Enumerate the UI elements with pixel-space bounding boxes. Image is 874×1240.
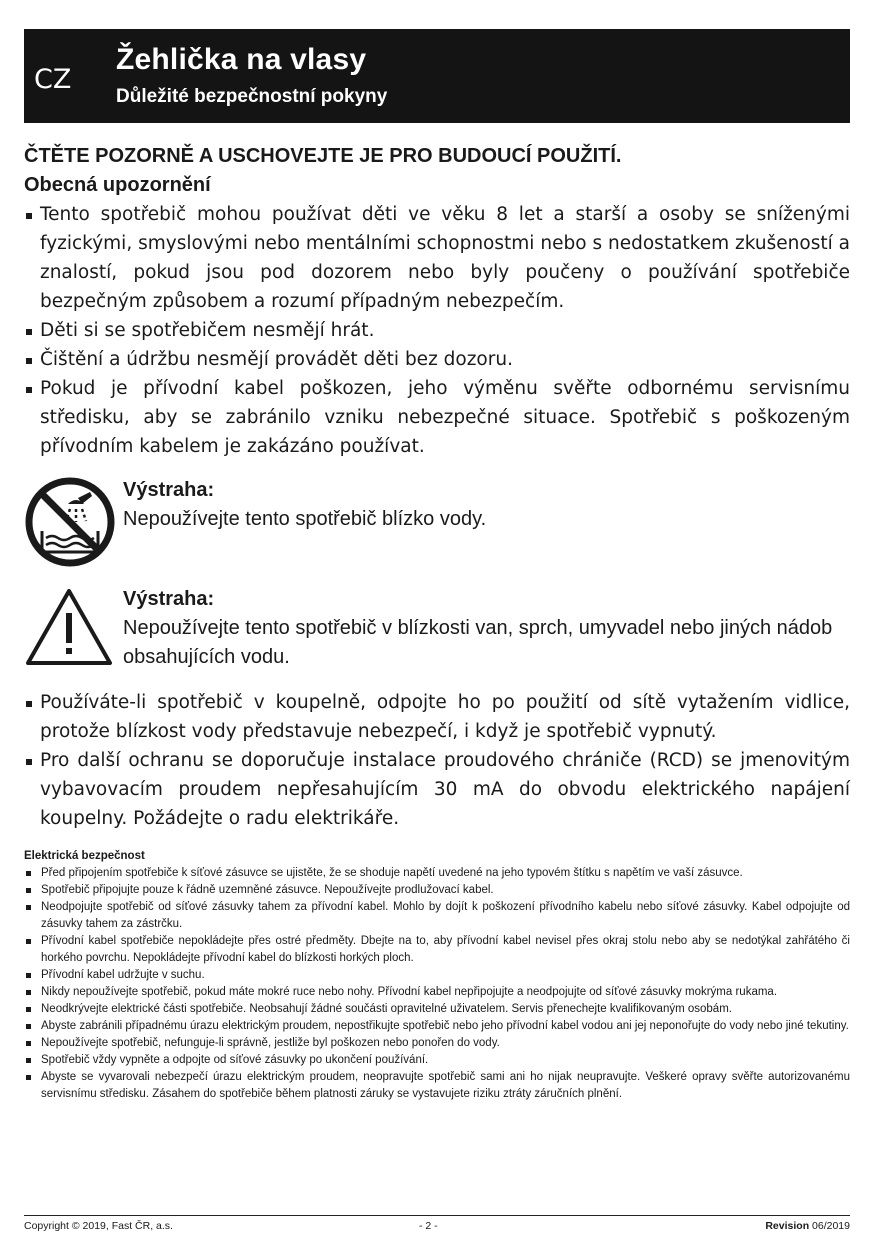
revision-label: Revision bbox=[765, 1220, 810, 1232]
general-section bbox=[24, 142, 850, 461]
list-item: Používáte-li spotřebič v koupelně, odpojte ho po použití od sítě vytažením vidlice, protože blízkost vody představuje nebezpečí, i když je spotřebič vypnutý. bbox=[24, 688, 850, 746]
list-item: Tento spotřebič mohou používat děti ve věku 8 let a starší a osoby se sníženými fyzickými, smyslovými nebo mentálními schopnostmi nebo s nedostatkem zkušeností a znalostí, pokud jsou pod dozorem nebo byly poučeny o používání spotřebiče bezpečným způsobem a rozumí případným nebezpečím. bbox=[24, 200, 850, 316]
bathroom-list bbox=[24, 688, 850, 833]
warning-title: Výstraha: bbox=[123, 588, 215, 610]
read-carefully-notice: ČTĚTE POZORNĚ A USCHOVEJTE JE PRO BUDOUCÍ POUŽITÍ. bbox=[24, 145, 622, 167]
list-item: Pro další ochranu se doporučuje instalace proudového chrániče (RCD) se jmenovitým vybavovacím proudem nepřesahujícím 30 mA do obvodu elektrického napájení koupelny. Požádejte o radu elektrikáře. bbox=[24, 746, 850, 833]
revision-value: 06/2019 bbox=[812, 1220, 850, 1232]
bathroom-warning bbox=[24, 585, 850, 675]
list-item: Přívodní kabel spotřebiče nepokládejte přes ostré předměty. Dbejte na to, aby přívodní kabel nevisel přes okraj stolu nebo aby se nedotýkal zahřátého či horkého povrchu. Nepokládejte přívodní kabel do blízkosti horkých ploch. bbox=[24, 933, 850, 967]
page-subtitle: Důležité bezpečnostní pokyny bbox=[116, 86, 388, 107]
list-item: Děti si se spotřebičem nesmějí hrát. bbox=[24, 316, 850, 345]
list-item: Přívodní kabel udržujte v suchu. bbox=[24, 967, 850, 984]
list-item: Spotřebič vždy vypněte a odpojte od síťové zásuvky po ukončení používání. bbox=[24, 1052, 850, 1069]
list-item: Pokud je přívodní kabel poškozen, jeho výměnu svěřte odbornému servisnímu středisku, aby se zabránilo vzniku nebezpečné situace. Spotřebič s poškozeným přívodním kabelem je zakázáno používat. bbox=[24, 374, 850, 461]
page-number: - 2 - bbox=[419, 1220, 438, 1232]
list-item: Abyste se vyvarovali nebezpečí úrazu elektrickým proudem, neopravujte spotřebič sami ani ho nijak neupravujte. Veškeré opravy svěřte autorizovanému servisnímu středisku. Zásahem do spotřebiče během platnosti záruky se vystavujete riziku ztráty záručních plnění. bbox=[24, 1069, 850, 1103]
copyright-text: Copyright © 2019, Fast ČR, a.s. bbox=[24, 1220, 173, 1232]
electrical-safety-section bbox=[24, 848, 850, 1103]
warning-title: Výstraha: bbox=[123, 479, 215, 501]
no-water-icon bbox=[24, 476, 118, 570]
list-item: Nepoužívejte spotřebič, nefunguje-li správně, jestliže byl poškozen nebo ponořen do vody. bbox=[24, 1035, 850, 1052]
page-header bbox=[24, 29, 850, 123]
revision-info bbox=[765, 1220, 850, 1232]
list-item: Neodkrývejte elektrické části spotřebiče. Neobsahují žádné součásti opravitelné uživatelem. Servis přenechejte kvalifikovaným osobám. bbox=[24, 1001, 850, 1018]
electrical-safety-list bbox=[24, 865, 850, 1103]
warning-text: Nepoužívejte tento spotřebič blízko vody. bbox=[123, 508, 487, 530]
general-warnings-heading: Obecná upozornění bbox=[24, 174, 211, 196]
electrical-safety-heading: Elektrická bezpečnost bbox=[24, 850, 145, 862]
list-item: Čištění a údržbu nesmějí provádět děti bez dozoru. bbox=[24, 345, 850, 374]
list-item: Spotřebič připojujte pouze k řádně uzemněné zásuvce. Nepoužívejte prodlužovací kabel. bbox=[24, 882, 850, 899]
bathroom-section bbox=[24, 688, 850, 833]
list-item: Neodpojujte spotřebič od síťové zásuvky tahem za přívodní kabel. Mohlo by dojít k poškození přívodního kabelu nebo síťové zásuvky. Kabel odpojujte od zásuvky tahem za zástrčku. bbox=[24, 899, 850, 933]
water-warning bbox=[24, 476, 850, 571]
list-item: Nikdy nepoužívejte spotřebič, pokud máte mokré ruce nebo nohy. Přívodní kabel nepřipojujte a neodpojujte od síťové zásuvky mokrýma rukama. bbox=[24, 984, 850, 1001]
page-footer bbox=[24, 1215, 850, 1232]
warning-triangle-icon bbox=[24, 585, 114, 667]
warning-text: Nepoužívejte tento spotřebič v blízkosti van, sprch, umyvadel nebo jiných nádob obsahujících vodu. bbox=[123, 617, 833, 668]
page-title: Žehlička na vlasy bbox=[116, 43, 367, 76]
list-item: Před připojením spotřebiče k síťové zásuvce se ujistěte, že se shoduje napětí uvedené na jeho typovém štítku s napětím ve vaší zásuvce. bbox=[24, 865, 850, 882]
list-item: Abyste zabránili případnému úrazu elektrickým proudem, nepostřikujte spotřebič nebo jeho přívodní kabel vodou ani jej neponořujte do vody nebo jiné tekutiny. bbox=[24, 1018, 850, 1035]
general-warnings-list bbox=[24, 200, 850, 461]
language-code: CZ bbox=[34, 64, 72, 95]
